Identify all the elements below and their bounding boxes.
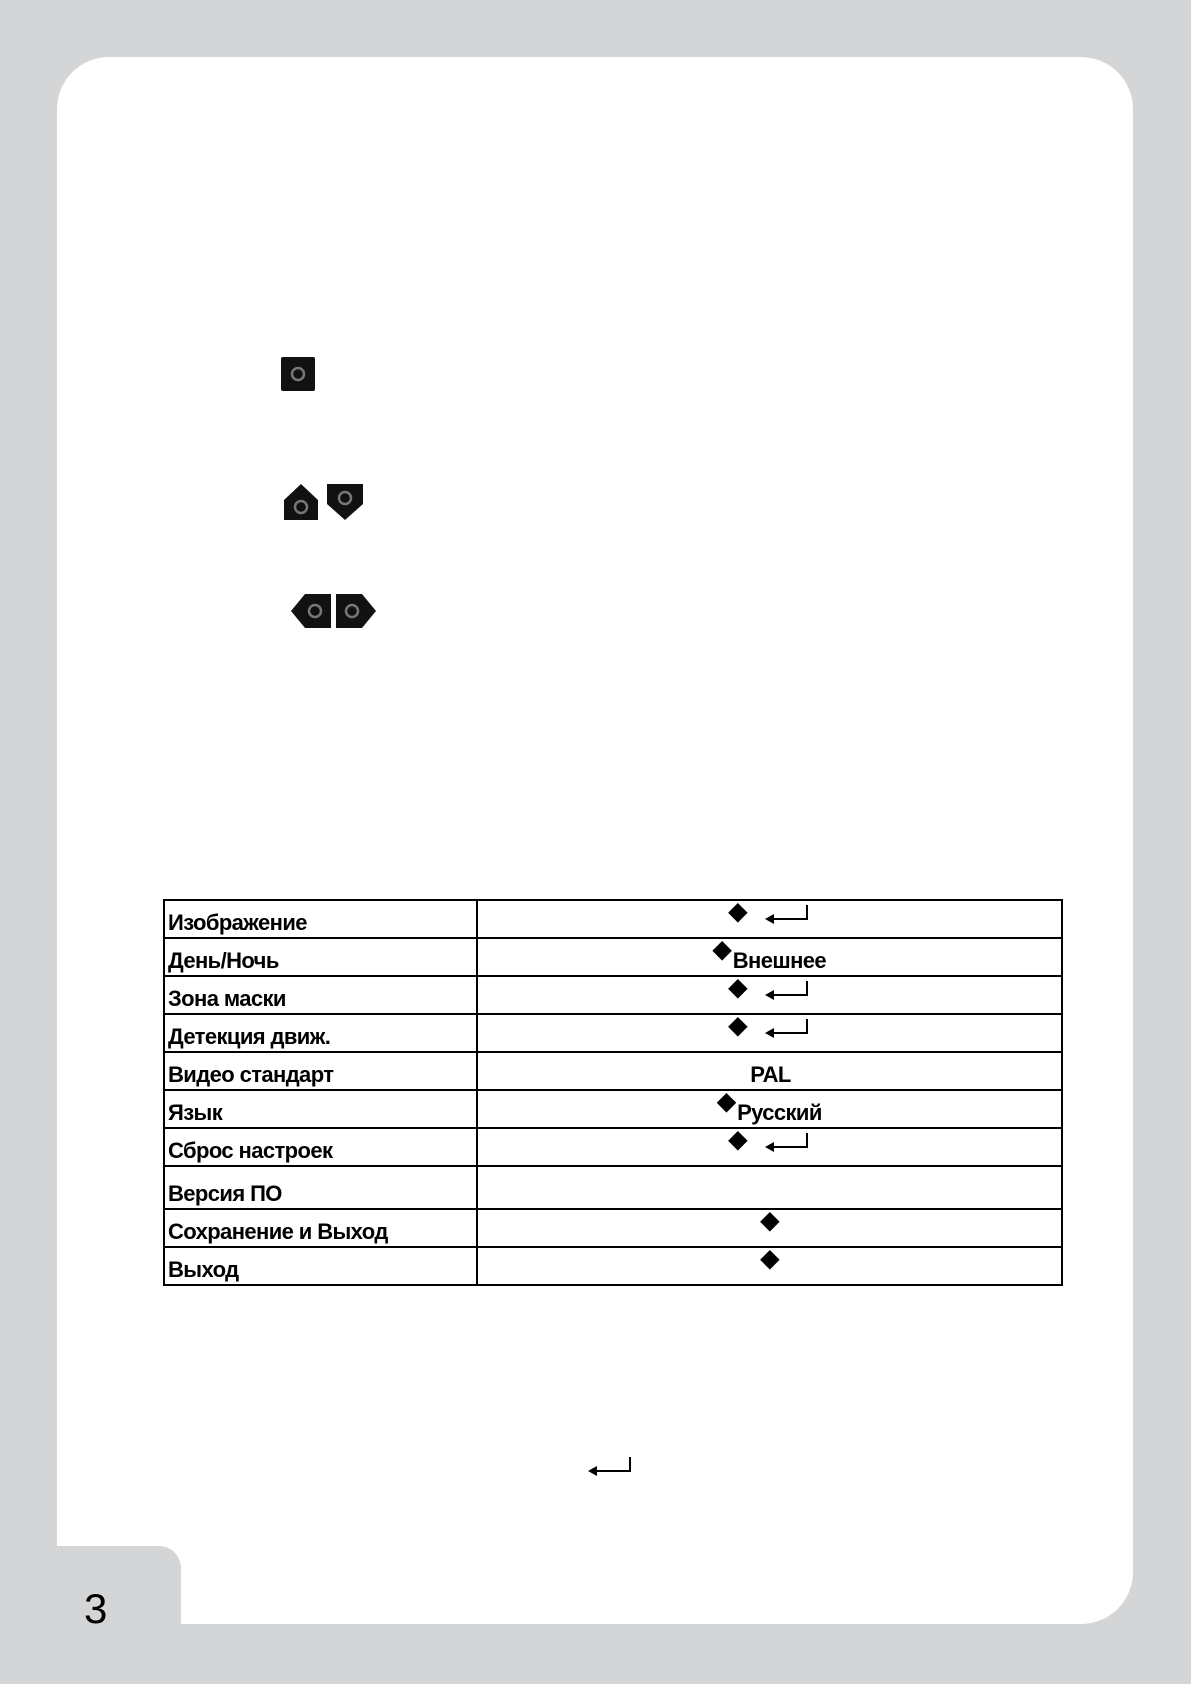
menu-item-value-text: Внешнее [732, 947, 827, 973]
menu-row [164, 1128, 1062, 1166]
menu-item-value [712, 935, 827, 975]
menu-item-value [748, 1054, 791, 1089]
menu-item-value-cell [477, 1125, 1062, 1166]
menu-item-label: День/Ночь [164, 938, 477, 976]
diamond-icon: ◆ [717, 1087, 736, 1115]
menu-item-value [760, 1244, 779, 1284]
diamond-icon: ◆ [728, 973, 747, 1001]
menu-item-label: Язык [164, 1090, 477, 1128]
menu-row [164, 1090, 1062, 1128]
menu-item-value-cell [477, 1166, 1062, 1209]
menu-item-label: Выход [164, 1247, 477, 1285]
menu-item-label: Видео стандарт [164, 1052, 477, 1090]
menu-item-value-cell [477, 1244, 1062, 1285]
menu-item-value [760, 1206, 779, 1246]
enter-arrow-icon [764, 1132, 810, 1156]
menu-row [164, 1014, 1062, 1052]
menu-row [164, 976, 1062, 1014]
diamond-icon: ◆ [728, 897, 747, 925]
diamond-icon: ◆ [728, 1011, 747, 1039]
menu-item-value-cell [477, 1011, 1062, 1052]
diamond-icon: ◆ [760, 1244, 779, 1272]
menu-item-label: Сохранение и Выход [164, 1209, 477, 1247]
menu-row [164, 1166, 1062, 1209]
menu-item-label: Детекция движ. [164, 1014, 477, 1052]
page-number-tab [57, 1546, 181, 1626]
menu-item-label: Сброс настроек [164, 1128, 477, 1166]
menu-row [164, 1052, 1062, 1090]
enter-arrow-icon [764, 904, 810, 928]
diamond-icon: ◆ [712, 935, 731, 963]
page-card [57, 57, 1133, 1624]
menu-item-value-cell [477, 935, 1062, 976]
menu-item-value-cell [477, 1087, 1062, 1128]
osd-menu-table [163, 899, 1063, 1286]
menu-row [164, 1247, 1062, 1285]
page-number: 3 [84, 1585, 108, 1632]
up-down-buttons-icon [284, 483, 364, 521]
menu-item-label: Зона маски [164, 976, 477, 1014]
enter-arrow-icon [587, 1456, 633, 1480]
menu-row [164, 938, 1062, 976]
menu-item-value-cell [477, 897, 1062, 938]
menu-item-value-cell [477, 973, 1062, 1014]
enter-button-icon [281, 357, 315, 391]
menu-item-value-text: Русский [737, 1099, 822, 1125]
menu-item-value [728, 897, 811, 937]
menu-item-value [717, 1087, 822, 1127]
menu-item-value [728, 1011, 811, 1051]
enter-arrow-icon [764, 1018, 810, 1042]
menu-row [164, 900, 1062, 938]
menu-item-label: Версия ПО [164, 1166, 477, 1209]
enter-arrow-icon [764, 980, 810, 1004]
left-right-buttons-icon [291, 593, 377, 629]
menu-item-value [728, 1125, 811, 1165]
menu-item-value-text: PAL [750, 1061, 791, 1087]
diamond-icon: ◆ [728, 1125, 747, 1153]
menu-item-value-cell [477, 1052, 1062, 1090]
menu-item-value-cell [477, 1206, 1062, 1247]
menu-row [164, 1209, 1062, 1247]
menu-item-label: Изображение [164, 900, 477, 938]
diamond-icon: ◆ [760, 1206, 779, 1234]
menu-item-value [728, 973, 811, 1013]
